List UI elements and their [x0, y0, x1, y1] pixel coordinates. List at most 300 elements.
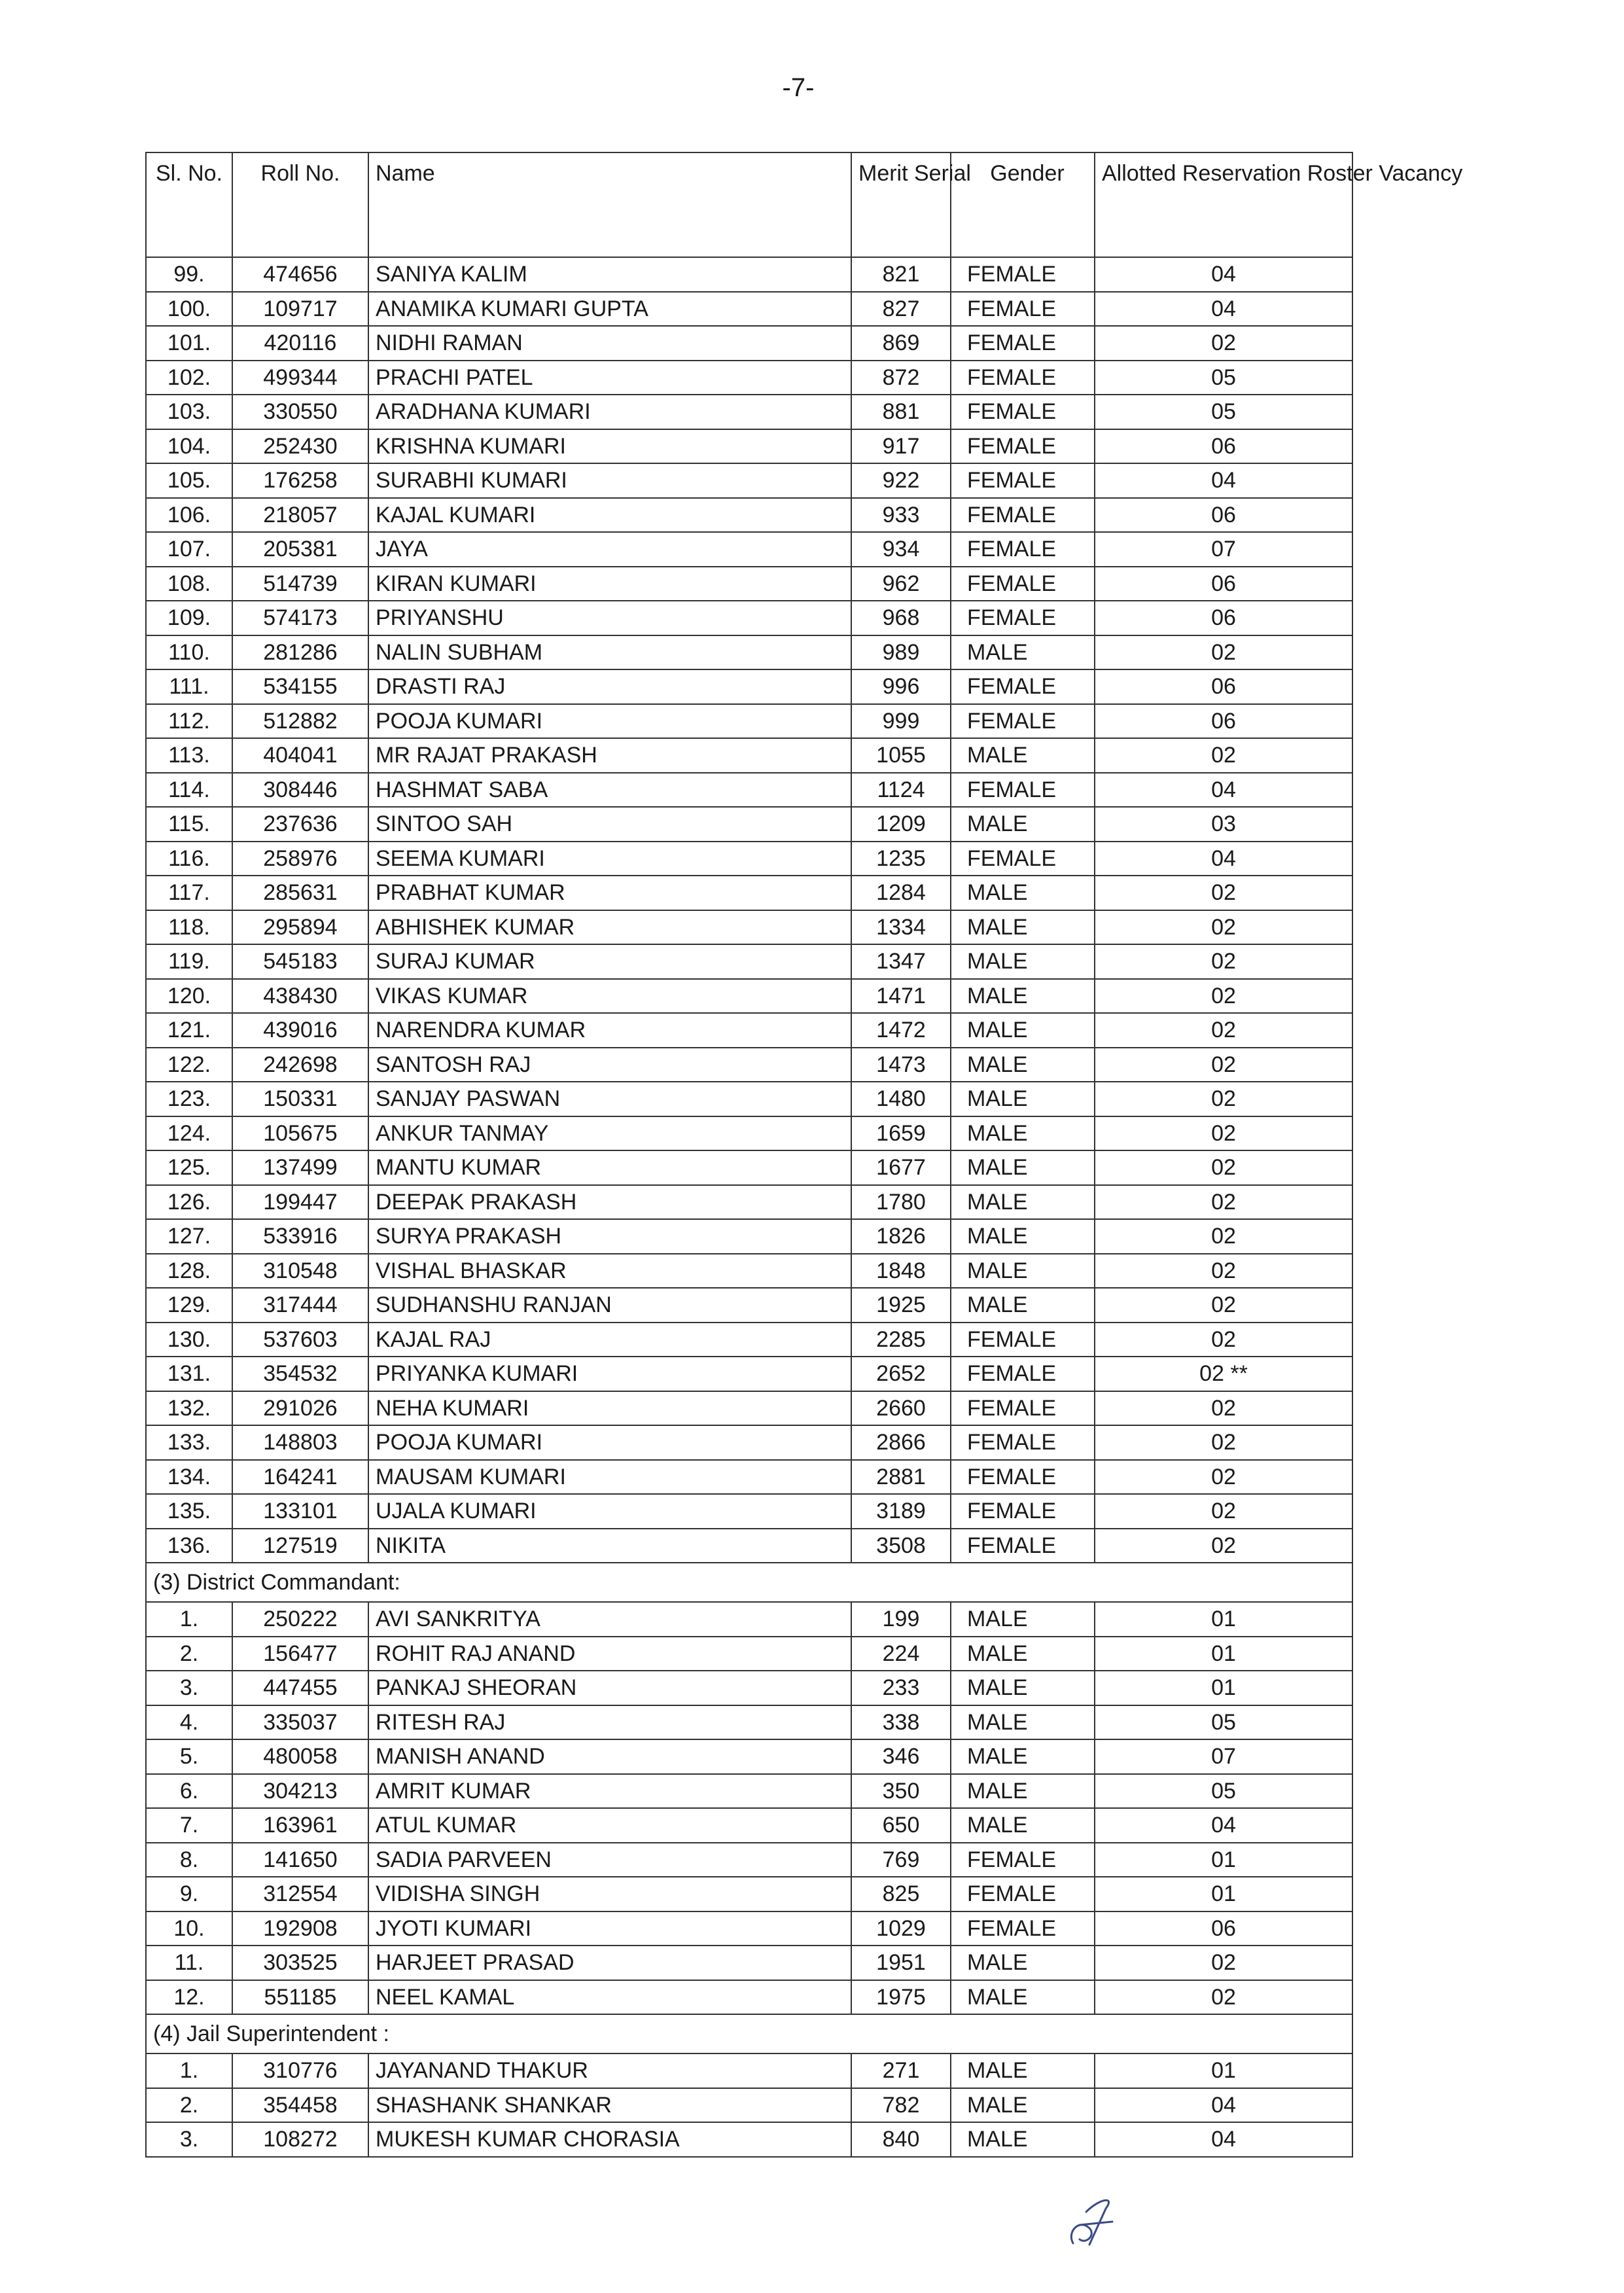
cell-gender: MALE — [951, 2122, 1095, 2157]
cell-roll-no: 133101 — [232, 1494, 368, 1529]
cell-roll-no: 574173 — [232, 601, 368, 635]
cell-roll-no: 137499 — [232, 1150, 368, 1185]
cell-name: ABHISHEK KUMAR — [368, 910, 851, 945]
cell-sl-no: 113. — [146, 738, 232, 773]
cell-gender: MALE — [951, 738, 1095, 773]
cell-vacancy: 04 — [1095, 842, 1352, 876]
cell-gender: FEMALE — [951, 257, 1095, 292]
cell-sl-no: 3. — [146, 1671, 232, 1705]
cell-gender: FEMALE — [951, 704, 1095, 739]
cell-name: NEEL KAMAL — [368, 1980, 851, 2015]
cell-name: PRABHAT KUMAR — [368, 876, 851, 910]
cell-name: JAYANAND THAKUR — [368, 2053, 851, 2088]
cell-vacancy: 02 — [1095, 1150, 1352, 1185]
table-body-district — [146, 1602, 1352, 2014]
cell-sl-no: 136. — [146, 1529, 232, 1563]
cell-merit-serial: 1471 — [851, 979, 951, 1014]
cell-sl-no: 124. — [146, 1116, 232, 1151]
table-row — [146, 1843, 1352, 1877]
cell-vacancy: 06 — [1095, 669, 1352, 704]
cell-merit-serial: 3189 — [851, 1494, 951, 1529]
cell-name: DEEPAK PRAKASH — [368, 1185, 851, 1220]
cell-name: UJALA KUMARI — [368, 1494, 851, 1529]
cell-sl-no: 9. — [146, 1877, 232, 1911]
cell-vacancy: 07 — [1095, 532, 1352, 567]
cell-gender: MALE — [951, 1705, 1095, 1740]
cell-vacancy: 02 ** — [1095, 1357, 1352, 1391]
cell-sl-no: 109. — [146, 601, 232, 635]
cell-merit-serial: 338 — [851, 1705, 951, 1740]
header-name: Name — [368, 152, 851, 257]
cell-vacancy: 02 — [1095, 1288, 1352, 1323]
cell-sl-no: 4. — [146, 1705, 232, 1740]
cell-merit-serial: 2652 — [851, 1357, 951, 1391]
cell-roll-no: 205381 — [232, 532, 368, 567]
cell-gender: FEMALE — [951, 532, 1095, 567]
cell-vacancy: 02 — [1095, 1460, 1352, 1495]
cell-gender: MALE — [951, 2088, 1095, 2123]
cell-gender: MALE — [951, 1739, 1095, 1774]
cell-gender: MALE — [951, 1254, 1095, 1289]
cell-sl-no: 133. — [146, 1425, 232, 1460]
cell-name: SANTOSH RAJ — [368, 1048, 851, 1082]
page-number: -7- — [782, 73, 815, 102]
cell-name: KAJAL RAJ — [368, 1323, 851, 1357]
cell-gender: MALE — [951, 1671, 1095, 1705]
cell-sl-no: 128. — [146, 1254, 232, 1289]
cell-roll-no: 480058 — [232, 1739, 368, 1774]
cell-roll-no: 537603 — [232, 1323, 368, 1357]
table-row — [146, 1185, 1352, 1220]
cell-merit-serial: 827 — [851, 292, 951, 327]
table-row — [146, 257, 1352, 292]
cell-merit-serial: 1659 — [851, 1116, 951, 1151]
cell-roll-no: 285631 — [232, 876, 368, 910]
cell-name: PRACHI PATEL — [368, 361, 851, 395]
cell-roll-no: 512882 — [232, 704, 368, 739]
cell-roll-no: 499344 — [232, 361, 368, 395]
cell-vacancy: 02 — [1095, 1116, 1352, 1151]
cell-name: NEHA KUMARI — [368, 1391, 851, 1426]
cell-merit-serial: 1124 — [851, 773, 951, 808]
cell-merit-serial: 782 — [851, 2088, 951, 2123]
table-row — [146, 1637, 1352, 1671]
cell-vacancy: 02 — [1095, 738, 1352, 773]
table-row — [146, 1219, 1352, 1254]
cell-sl-no: 126. — [146, 1185, 232, 1220]
cell-merit-serial: 1975 — [851, 1980, 951, 2015]
cell-merit-serial: 2881 — [851, 1460, 951, 1495]
cell-sl-no: 1. — [146, 1602, 232, 1637]
cell-name: KRISHNA KUMARI — [368, 429, 851, 464]
cell-name: SURABHI KUMARI — [368, 463, 851, 498]
cell-name: MR RAJAT PRAKASH — [368, 738, 851, 773]
cell-gender: FEMALE — [951, 1529, 1095, 1563]
cell-sl-no: 100. — [146, 292, 232, 327]
cell-sl-no: 3. — [146, 2122, 232, 2157]
table-row — [146, 876, 1352, 910]
cell-merit-serial: 840 — [851, 2122, 951, 2157]
table-row — [146, 1602, 1352, 1637]
cell-roll-no: 312554 — [232, 1877, 368, 1911]
cell-roll-no: 105675 — [232, 1116, 368, 1151]
cell-name: POOJA KUMARI — [368, 1425, 851, 1460]
cell-vacancy: 06 — [1095, 567, 1352, 601]
cell-gender: MALE — [951, 1774, 1095, 1809]
table-row — [146, 361, 1352, 395]
cell-sl-no: 110. — [146, 635, 232, 670]
cell-sl-no: 8. — [146, 1843, 232, 1877]
cell-name: VIDISHA SINGH — [368, 1877, 851, 1911]
table-row — [146, 2122, 1352, 2157]
cell-gender: MALE — [951, 807, 1095, 842]
cell-sl-no: 114. — [146, 773, 232, 808]
cell-gender: FEMALE — [951, 498, 1095, 533]
cell-roll-no: 354458 — [232, 2088, 368, 2123]
cell-merit-serial: 1347 — [851, 944, 951, 979]
cell-gender: MALE — [951, 910, 1095, 945]
cell-merit-serial: 2660 — [851, 1391, 951, 1426]
cell-sl-no: 102. — [146, 361, 232, 395]
table-row — [146, 326, 1352, 361]
table-row — [146, 1254, 1352, 1289]
cell-vacancy: 02 — [1095, 910, 1352, 945]
cell-vacancy: 06 — [1095, 429, 1352, 464]
cell-roll-no: 330550 — [232, 395, 368, 429]
cell-vacancy: 04 — [1095, 2088, 1352, 2123]
cell-vacancy: 06 — [1095, 704, 1352, 739]
cell-sl-no: 106. — [146, 498, 232, 533]
cell-sl-no: 104. — [146, 429, 232, 464]
cell-merit-serial: 350 — [851, 1774, 951, 1809]
table-row — [146, 1877, 1352, 1911]
table-body-jail — [146, 2053, 1352, 2157]
cell-sl-no: 10. — [146, 1911, 232, 1946]
cell-roll-no: 258976 — [232, 842, 368, 876]
cell-name: AVI SANKRITYA — [368, 1602, 851, 1637]
cell-gender: MALE — [951, 1946, 1095, 1980]
cell-vacancy: 05 — [1095, 1774, 1352, 1809]
cell-roll-no: 514739 — [232, 567, 368, 601]
cell-sl-no: 117. — [146, 876, 232, 910]
cell-roll-no: 551185 — [232, 1980, 368, 2015]
table-row — [146, 944, 1352, 979]
cell-vacancy: 02 — [1095, 1082, 1352, 1116]
cell-gender: FEMALE — [951, 395, 1095, 429]
cell-roll-no: 176258 — [232, 463, 368, 498]
cell-merit-serial: 872 — [851, 361, 951, 395]
cell-name: JYOTI KUMARI — [368, 1911, 851, 1946]
cell-sl-no: 129. — [146, 1288, 232, 1323]
cell-vacancy: 04 — [1095, 292, 1352, 327]
header-vacancy: Allotted Reservation Roster Vacancy — [1095, 152, 1352, 257]
table-row — [146, 842, 1352, 876]
cell-name: VIKAS KUMAR — [368, 979, 851, 1014]
cell-merit-serial: 1480 — [851, 1082, 951, 1116]
cell-merit-serial: 968 — [851, 601, 951, 635]
table-row — [146, 1808, 1352, 1843]
cell-roll-no: 304213 — [232, 1774, 368, 1809]
cell-merit-serial: 2866 — [851, 1425, 951, 1460]
cell-name: PRIYANSHU — [368, 601, 851, 635]
table-row — [146, 567, 1352, 601]
cell-name: ARADHANA KUMARI — [368, 395, 851, 429]
cell-name: NIDHI RAMAN — [368, 326, 851, 361]
cell-sl-no: 108. — [146, 567, 232, 601]
cell-vacancy: 02 — [1095, 1980, 1352, 2015]
cell-name: ANAMIKA KUMARI GUPTA — [368, 292, 851, 327]
cell-merit-serial: 224 — [851, 1637, 951, 1671]
cell-sl-no: 115. — [146, 807, 232, 842]
table-row — [146, 1529, 1352, 1563]
cell-sl-no: 101. — [146, 326, 232, 361]
cell-gender: MALE — [951, 876, 1095, 910]
cell-merit-serial: 934 — [851, 532, 951, 567]
cell-merit-serial: 769 — [851, 1843, 951, 1877]
cell-gender: MALE — [951, 1185, 1095, 1220]
cell-vacancy: 05 — [1095, 361, 1352, 395]
table-row — [146, 463, 1352, 498]
table-row — [146, 1946, 1352, 1980]
cell-vacancy: 05 — [1095, 1705, 1352, 1740]
cell-gender: FEMALE — [951, 1425, 1095, 1460]
cell-name: AMRIT KUMAR — [368, 1774, 851, 1809]
cell-gender: FEMALE — [951, 429, 1095, 464]
header-roll-no: Roll No. — [232, 152, 368, 257]
cell-roll-no: 109717 — [232, 292, 368, 327]
table-row — [146, 1116, 1352, 1151]
header-row — [146, 152, 1352, 257]
cell-gender: FEMALE — [951, 1494, 1095, 1529]
cell-gender: MALE — [951, 1116, 1095, 1151]
cell-gender: FEMALE — [951, 292, 1095, 327]
cell-roll-no: 141650 — [232, 1843, 368, 1877]
cell-gender: MALE — [951, 635, 1095, 670]
table-row — [146, 1391, 1352, 1426]
cell-sl-no: 120. — [146, 979, 232, 1014]
cell-roll-no: 192908 — [232, 1911, 368, 1946]
cell-name: HARJEET PRASAD — [368, 1946, 851, 1980]
cell-gender: MALE — [951, 1288, 1095, 1323]
cell-merit-serial: 346 — [851, 1739, 951, 1774]
cell-vacancy: 02 — [1095, 944, 1352, 979]
cell-merit-serial: 989 — [851, 635, 951, 670]
cell-name: SHASHANK SHANKAR — [368, 2088, 851, 2123]
cell-vacancy: 03 — [1095, 807, 1352, 842]
cell-merit-serial: 3508 — [851, 1529, 951, 1563]
section-heading: (3) District Commandant: — [146, 1563, 1352, 1602]
cell-gender: MALE — [951, 1808, 1095, 1843]
cell-name: PRIYANKA KUMARI — [368, 1357, 851, 1391]
cell-merit-serial: 1284 — [851, 876, 951, 910]
header-merit-serial: Merit Serial — [851, 152, 951, 257]
cell-sl-no: 103. — [146, 395, 232, 429]
cell-gender: FEMALE — [951, 326, 1095, 361]
cell-gender: MALE — [951, 979, 1095, 1014]
cell-name: NARENDRA KUMAR — [368, 1013, 851, 1048]
cell-sl-no: 5. — [146, 1739, 232, 1774]
cell-name: KAJAL KUMARI — [368, 498, 851, 533]
cell-sl-no: 116. — [146, 842, 232, 876]
table-row — [146, 2053, 1352, 2088]
table-row — [146, 1048, 1352, 1082]
cell-gender: FEMALE — [951, 1877, 1095, 1911]
cell-sl-no: 125. — [146, 1150, 232, 1185]
table-row — [146, 979, 1352, 1014]
cell-gender: FEMALE — [951, 1911, 1095, 1946]
cell-gender: FEMALE — [951, 1843, 1095, 1877]
cell-name: MANISH ANAND — [368, 1739, 851, 1774]
cell-merit-serial: 1473 — [851, 1048, 951, 1082]
table-row — [146, 1460, 1352, 1495]
cell-vacancy: 06 — [1095, 601, 1352, 635]
cell-name: NIKITA — [368, 1529, 851, 1563]
cell-roll-no: 156477 — [232, 1637, 368, 1671]
cell-roll-no: 308446 — [232, 773, 368, 808]
cell-merit-serial: 1848 — [851, 1254, 951, 1289]
cell-name: PANKAJ SHEORAN — [368, 1671, 851, 1705]
cell-vacancy: 02 — [1095, 1391, 1352, 1426]
cell-roll-no: 303525 — [232, 1946, 368, 1980]
cell-roll-no: 310776 — [232, 2053, 368, 2088]
table-row — [146, 1774, 1352, 1809]
cell-vacancy: 02 — [1095, 876, 1352, 910]
cell-sl-no: 99. — [146, 257, 232, 292]
cell-gender: FEMALE — [951, 567, 1095, 601]
cell-sl-no: 12. — [146, 1980, 232, 2015]
cell-merit-serial: 271 — [851, 2053, 951, 2088]
initials-signature — [1060, 2192, 1125, 2251]
cell-name: JAYA — [368, 532, 851, 567]
cell-roll-no: 252430 — [232, 429, 368, 464]
cell-merit-serial: 825 — [851, 1877, 951, 1911]
cell-sl-no: 107. — [146, 532, 232, 567]
cell-sl-no: 2. — [146, 1637, 232, 1671]
cell-name: SURAJ KUMAR — [368, 944, 851, 979]
cell-merit-serial: 922 — [851, 463, 951, 498]
table-row — [146, 1357, 1352, 1391]
cell-name: SURYA PRAKASH — [368, 1219, 851, 1254]
cell-roll-no: 404041 — [232, 738, 368, 773]
cell-roll-no: 420116 — [232, 326, 368, 361]
cell-gender: MALE — [951, 1150, 1095, 1185]
cell-roll-no: 447455 — [232, 1671, 368, 1705]
table-row — [146, 1705, 1352, 1740]
cell-name: ANKUR TANMAY — [368, 1116, 851, 1151]
cell-merit-serial: 1334 — [851, 910, 951, 945]
cell-merit-serial: 933 — [851, 498, 951, 533]
table-row — [146, 1150, 1352, 1185]
cell-sl-no: 123. — [146, 1082, 232, 1116]
cell-vacancy: 01 — [1095, 1671, 1352, 1705]
table-row — [146, 1494, 1352, 1529]
cell-roll-no: 354532 — [232, 1357, 368, 1391]
cell-vacancy: 02 — [1095, 1946, 1352, 1980]
cell-vacancy: 02 — [1095, 1185, 1352, 1220]
cell-roll-no: 148803 — [232, 1425, 368, 1460]
table-row — [146, 1425, 1352, 1460]
cell-name: KIRAN KUMARI — [368, 567, 851, 601]
section-jail-superintendent — [146, 2014, 1352, 2053]
cell-gender: MALE — [951, 944, 1095, 979]
cell-merit-serial: 869 — [851, 326, 951, 361]
cell-merit-serial: 1925 — [851, 1288, 951, 1323]
cell-sl-no: 2. — [146, 2088, 232, 2123]
cell-merit-serial: 199 — [851, 1602, 951, 1637]
cell-name: MUKESH KUMAR CHORASIA — [368, 2122, 851, 2157]
cell-gender: MALE — [951, 1013, 1095, 1048]
table-row — [146, 292, 1352, 327]
cell-merit-serial: 1029 — [851, 1911, 951, 1946]
cell-vacancy: 02 — [1095, 635, 1352, 670]
header-sl-no: Sl. No. — [146, 152, 232, 257]
cell-name: SINTOO SAH — [368, 807, 851, 842]
table-row — [146, 532, 1352, 567]
cell-name: NALIN SUBHAM — [368, 635, 851, 670]
cell-vacancy: 04 — [1095, 2122, 1352, 2157]
cell-sl-no: 7. — [146, 1808, 232, 1843]
cell-roll-no: 218057 — [232, 498, 368, 533]
cell-sl-no: 121. — [146, 1013, 232, 1048]
table-header — [146, 152, 1463, 257]
cell-gender: FEMALE — [951, 1391, 1095, 1426]
cell-sl-no: 1. — [146, 2053, 232, 2088]
table-row — [146, 601, 1352, 635]
cell-merit-serial: 2285 — [851, 1323, 951, 1357]
cell-gender: FEMALE — [951, 1357, 1095, 1391]
cell-vacancy: 01 — [1095, 1877, 1352, 1911]
cell-vacancy: 02 — [1095, 1254, 1352, 1289]
table-row — [146, 429, 1352, 464]
cell-roll-no: 164241 — [232, 1460, 368, 1495]
cell-vacancy: 02 — [1095, 979, 1352, 1014]
cell-vacancy: 04 — [1095, 257, 1352, 292]
cell-merit-serial: 1235 — [851, 842, 951, 876]
cell-roll-no: 310548 — [232, 1254, 368, 1289]
cell-gender: MALE — [951, 1637, 1095, 1671]
cell-merit-serial: 999 — [851, 704, 951, 739]
cell-vacancy: 07 — [1095, 1739, 1352, 1774]
table-row — [146, 395, 1352, 429]
cell-roll-no: 545183 — [232, 944, 368, 979]
cell-vacancy: 01 — [1095, 1637, 1352, 1671]
cell-name: HASHMAT SABA — [368, 773, 851, 808]
cell-vacancy: 05 — [1095, 395, 1352, 429]
cell-sl-no: 122. — [146, 1048, 232, 1082]
table-body-continued — [146, 257, 1352, 1563]
cell-gender: MALE — [951, 1980, 1095, 2015]
table-row — [146, 1082, 1352, 1116]
cell-sl-no: 6. — [146, 1774, 232, 1809]
cell-gender: MALE — [951, 1082, 1095, 1116]
header-gender: Gender — [951, 152, 1095, 257]
cell-merit-serial: 1055 — [851, 738, 951, 773]
cell-roll-no: 150331 — [232, 1082, 368, 1116]
cell-merit-serial: 1826 — [851, 1219, 951, 1254]
cell-merit-serial: 962 — [851, 567, 951, 601]
cell-roll-no: 474656 — [232, 257, 368, 292]
cell-sl-no: 130. — [146, 1323, 232, 1357]
cell-name: SANJAY PASWAN — [368, 1082, 851, 1116]
table-row — [146, 2088, 1352, 2123]
cell-gender: MALE — [951, 1219, 1095, 1254]
table-row — [146, 635, 1352, 670]
cell-roll-no: 108272 — [232, 2122, 368, 2157]
cell-name: SANIYA KALIM — [368, 257, 851, 292]
section-heading-row — [146, 2014, 1352, 2053]
cell-vacancy: 01 — [1095, 2053, 1352, 2088]
cell-gender: MALE — [951, 2053, 1095, 2088]
